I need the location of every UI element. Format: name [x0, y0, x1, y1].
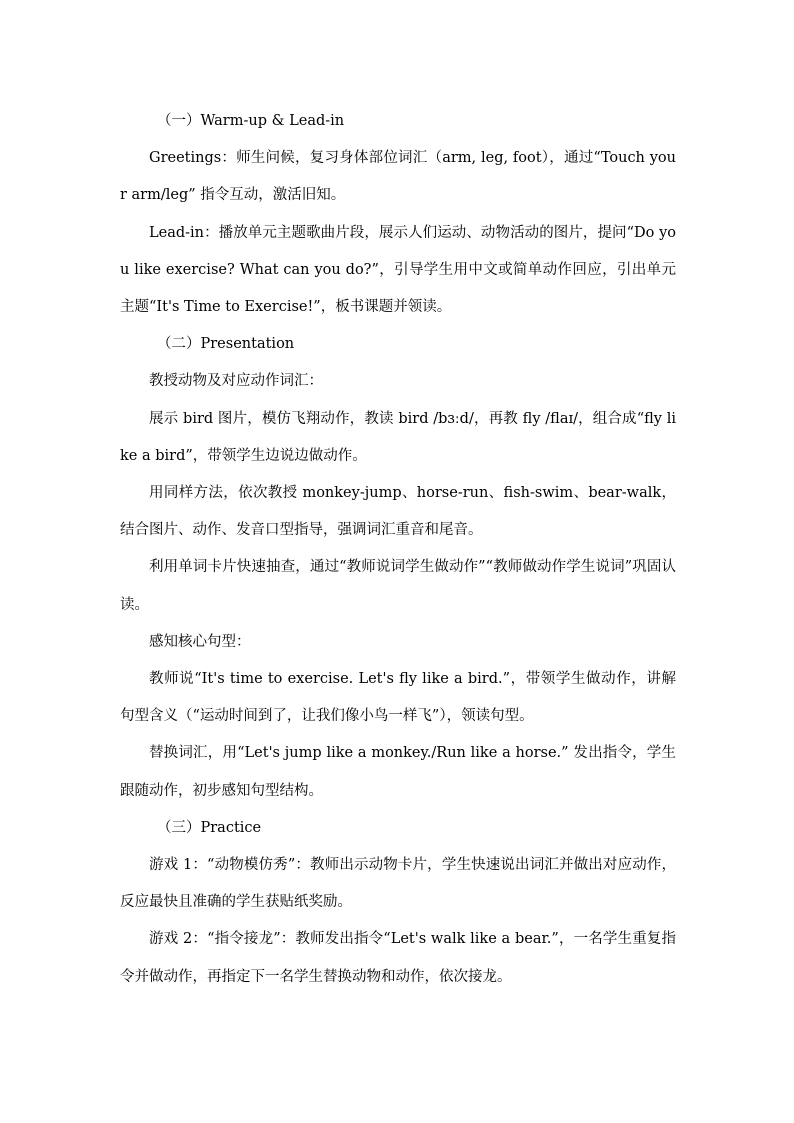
paragraph-game-1: 游戏 1：“动物模仿秀”：教师出示动物卡片，学生快速说出词汇并做出对应动作，反应最快且准确的学生获贴纸奖励。	[120, 857, 676, 911]
paragraph-lead-in: Lead-in：播放单元主题歌曲片段，展示人们运动、动物活动的图片，提问“Do you like exercise? What can you do?”，引导学生用中文或简单动作回应，引出单元主题“It's Time to Exercise!”，板书课题并领读。	[120, 224, 676, 316]
section-heading-warmup: （一）Warm-up & Lead-in	[157, 113, 345, 129]
paragraph-teacher-says: 教师说“It's time to exercise. Let's fly like a bird.”，带领学生做动作，讲解句型含义（“运动时间到了，让我们像小鸟一样飞”），领读句型。	[120, 671, 676, 725]
document-page	[120, 103, 676, 996]
paragraph-word-cards: 利用单词卡片快速抽查，通过“教师说词学生做动作”“教师做动作学生说词”巩固认读。	[120, 559, 676, 613]
paragraph-same-method: 用同样方法，依次教授 monkey-jump、horse-run、fish-swim、bear-walk，结合图片、动作、发音口型指导，强调词汇重音和尾音。	[120, 485, 676, 539]
paragraph-replace-words: 替换词汇，用“Let's jump like a monkey./Run like a horse.” 发出指令，学生跟随动作，初步感知句型结构。	[120, 745, 676, 799]
paragraph-greetings: Greetings：师生问候，复习身体部位词汇（arm, leg, foot），通过“Touch your arm/leg” 指令互动，激活旧知。	[120, 150, 676, 204]
paragraph-game-2: 游戏 2：“指令接龙”：教师发出指令“Let's walk like a bear.”，一名学生重复指令并做动作，再指定下一名学生替换动物和动作，依次接龙。	[120, 931, 676, 985]
paragraph-bird: 展示 bird 图片，模仿飞翔动作，教读 bird /bɜːd/，再教 fly /flaɪ/，组合成“fly like a bird”，带领学生边说边做动作。	[120, 410, 676, 464]
paragraph-core-sentence: 感知核心句型：	[149, 633, 251, 650]
section-heading-practice: （三）Practice	[157, 819, 262, 836]
paragraph-vocab-intro: 教授动物及对应动作词汇：	[149, 373, 323, 390]
section-heading-presentation: （二）Presentation	[157, 336, 295, 353]
